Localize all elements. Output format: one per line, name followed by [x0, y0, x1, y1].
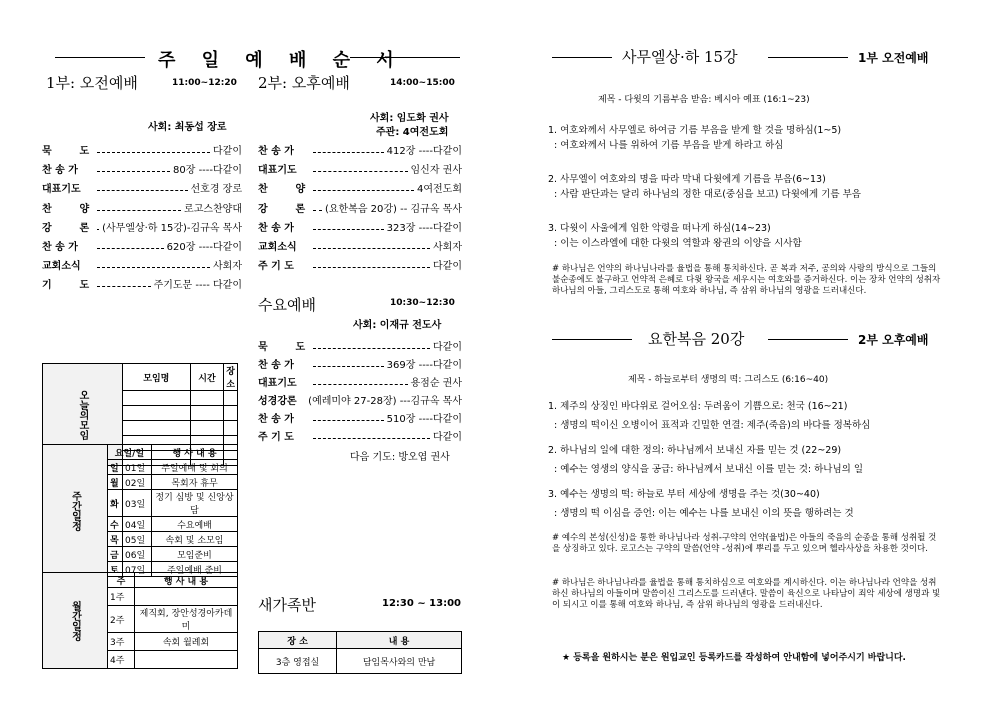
sermon1-subject: 제목 - 다윗의 기름부음 받음: 베시아 예표 (16:1~23)	[598, 95, 810, 105]
weekly-date: 01일	[123, 460, 152, 475]
order-value: 주기도문 ---- 다같이	[153, 280, 242, 292]
sermon2-note1: # 예수의 본성(신성)을 통한 하나님나라 성취-구약의 언약(율법)은 아들의 죽음의 순종을 통해 성취될 것을 상징하고 있다. 로고스는 구약의 말씀(언약 -성취)에 뿌리를 두고 있으며 헬라사상을 차용한 것이다.	[552, 533, 937, 554]
order-item	[258, 200, 462, 215]
weekly-date: 02일	[123, 475, 152, 490]
leader-dashes	[313, 180, 414, 191]
leader-dashes	[313, 374, 408, 385]
order-item	[258, 374, 462, 389]
order-item	[42, 161, 242, 176]
sermon-point: 3. 예수는 생명의 떡: 하늘로 부터 세상에 생명을 주는 것(30~40)	[548, 489, 820, 500]
service2-lead: 주관: 4여전도회	[376, 127, 449, 138]
order-item	[42, 238, 242, 253]
order-item	[258, 161, 462, 176]
service2-name: 2부: 오후예배	[258, 74, 350, 92]
monthly-week: 3주	[108, 633, 135, 651]
order-label: 찬 송 가	[258, 146, 294, 157]
weekly-table	[42, 444, 238, 577]
order-value: 412장 ----다같이	[386, 146, 462, 157]
next-prayer: 다음 기도: 방오엽 권사	[350, 452, 450, 463]
order-value: 369장 ----다같이	[386, 360, 462, 371]
leader-dashes	[97, 276, 151, 287]
col-header: 요일/일	[108, 445, 152, 460]
order-item	[258, 238, 462, 253]
order-value: 용점순 권사	[410, 378, 462, 389]
monthly-week: 4주	[108, 651, 135, 669]
order-label: 주 기 도	[258, 432, 294, 443]
family-class-time: 12:30 ~ 13:00	[382, 598, 462, 609]
order-value: (사무엘상·하 15강)-김규옥 목사	[102, 222, 242, 234]
weekly-event: 모임준비	[151, 547, 237, 562]
sermon1-service: 1부 오전예배	[858, 51, 929, 65]
leader-dashes	[313, 219, 384, 230]
monthly-event	[135, 651, 238, 669]
sermon-point: 3. 다윗이 사울에게 임한 악령을 떠나게 하심(14~23)	[548, 223, 771, 234]
sermon-point: 2. 하나님의 일에 대한 정의: 하나님께서 보내신 자를 믿는 것 (22~29)	[548, 445, 842, 456]
leader-dashes	[97, 219, 99, 230]
weekly-event: 수요예배	[151, 517, 237, 532]
order-label: 기 도	[42, 280, 90, 292]
leader-dashes	[313, 238, 430, 249]
leader-dashes	[97, 180, 188, 191]
service2-host: 사회: 임도화 권사	[370, 113, 449, 124]
leader-dashes	[313, 142, 384, 153]
col-header: 내 용	[337, 632, 462, 649]
leader-dashes	[97, 257, 210, 268]
order-item	[258, 392, 462, 407]
monthly-side: 월간일정	[43, 573, 108, 669]
weekly-date: 04일	[123, 517, 152, 532]
sermon2-rule-left	[552, 339, 632, 340]
order-item	[258, 257, 462, 272]
order-value: 로고스찬양대	[184, 203, 242, 215]
sermon2-rule-right	[768, 339, 848, 340]
weekly-day: 금	[108, 547, 123, 562]
order-value: 620장 ----다같이	[166, 242, 242, 253]
order-label: 강 론	[42, 222, 90, 234]
order-item	[258, 180, 462, 195]
leader-dashes	[313, 257, 430, 268]
order-value: (요한복음 20강) -- 김규옥 목사	[324, 203, 462, 215]
order-label: 찬 송 가	[258, 414, 294, 425]
order-item	[42, 200, 242, 215]
col-header: 장소	[224, 364, 238, 391]
order-label: 찬 송 가	[258, 222, 294, 234]
order-label: 묵 도	[42, 146, 90, 157]
order-item	[42, 180, 242, 195]
order-item	[42, 142, 242, 157]
order-label: 찬 송 가	[258, 360, 294, 371]
service1-time: 11:00~12:20	[172, 78, 237, 88]
leader-dashes	[313, 410, 384, 421]
leader-dashes	[313, 356, 384, 367]
sermon2-note2: # 하나님은 하나님나라를 율법을 통해 통치하심으로 여호와를 계시하신다. 이는 하나님나라 언약을 성취하신 하나님의 아들이며 말씀이신 그리스도를 드러낸다. 말씀이 육신으로 나타남이 죄악 세상에 생명과 빛이 되시고 이를 통해 여호와 하나님, 즉 삼위 하나님의 영광을 드러내신다.	[552, 578, 941, 610]
wednesday-time: 10:30~12:30	[390, 298, 455, 308]
order-value: 다같이	[433, 261, 462, 273]
service1-name: 1부: 오전예배	[46, 74, 138, 92]
monthly-event	[135, 588, 238, 606]
weekly-day: 월	[108, 475, 123, 490]
order-item	[258, 356, 462, 371]
order-label: 찬 송 가	[42, 242, 78, 253]
sermon-point-detail: : 사람 판단과는 달리 하나님의 정한 대로(중심을 보고) 다윗에게 기름 부음	[548, 189, 861, 200]
weekly-day: 화	[108, 490, 123, 517]
order-value: 510장 ----다같이	[386, 414, 462, 425]
sermon2-title: 요한복음 20강	[648, 330, 745, 348]
sermon-point: 1. 제주의 상징인 바다위로 걸어오심: 두려움이 기쁨으로: 천국 (16~21)	[548, 401, 848, 412]
col-header: 시간	[190, 364, 224, 391]
order-value: (예레미야 27-28장) ---김규옥 목사	[308, 396, 462, 407]
order-value: 사회자	[213, 261, 242, 273]
order-label: 성경강론	[258, 396, 297, 407]
sermon-point: 1. 여호와께서 사무엘로 하여금 기름 부음을 받게 할 것을 명하심(1~5)	[548, 125, 842, 136]
order-label: 대표기도	[258, 378, 297, 389]
sermon2-subject: 제목 - 하늘로부터 생명의 떡: 그리스도 (6:16~40)	[628, 375, 829, 385]
weekly-day: 목	[108, 532, 123, 547]
order-item	[42, 257, 242, 272]
monthly-event: 제직회, 장안성경아카데미	[135, 606, 238, 633]
order-label: 강 론	[258, 203, 306, 215]
order-value: 선호경 장로	[190, 184, 242, 196]
col-header: 행 사 내 용	[135, 573, 238, 588]
family-place: 3층 영접실	[259, 649, 337, 674]
order-item	[258, 219, 462, 234]
order-value: 다같이	[433, 342, 462, 353]
order-label: 교회소식	[42, 261, 81, 273]
order-item	[42, 219, 242, 234]
sermon-point-detail: : 예수는 영생의 양식을 공급: 하나님께서 보내신 이를 믿는 것: 하나님의 일	[548, 464, 863, 475]
order-label: 대표기도	[42, 184, 81, 196]
weekly-date: 03일	[123, 490, 152, 517]
order-value: 사회자	[433, 242, 462, 253]
order-label: 묵 도	[258, 342, 306, 353]
wednesday-name: 수요예배	[258, 296, 316, 314]
family-class-name: 새가족반	[258, 596, 316, 614]
col-header: 장 소	[259, 632, 337, 649]
order-value: 323장 ----다같이	[386, 222, 462, 234]
leader-dashes	[97, 161, 170, 172]
title-rule-right	[350, 57, 460, 58]
order-value: 다같이	[433, 432, 462, 443]
order-label: 찬 송 가	[42, 165, 78, 177]
order-item	[258, 428, 462, 443]
service2-time: 14:00~15:00	[390, 78, 455, 88]
leader-dashes	[313, 200, 322, 211]
weekly-event: 목회자 휴무	[151, 475, 237, 490]
order-item	[258, 142, 462, 157]
order-value: 임신자 권사	[410, 165, 462, 177]
sermon-point-detail: : 여호와께서 나를 위하여 기름 부음을 받게 하라고 하심	[548, 140, 784, 151]
order-value: 4여전도회	[416, 184, 462, 196]
weekly-event: 주일예배 준비	[151, 562, 237, 577]
today-meetings-side: 오늘의모임	[43, 364, 123, 466]
page-title: 주 일 예 배 순 서	[158, 50, 404, 71]
order-label: 대표기도	[258, 165, 297, 177]
order-item	[42, 276, 242, 291]
leader-dashes	[97, 200, 181, 211]
monthly-week: 2주	[108, 606, 135, 633]
weekly-day: 일	[108, 460, 123, 475]
weekly-day: 토	[108, 562, 123, 577]
order-label: 찬 양	[258, 184, 306, 196]
weekly-event: 정기 심방 및 신앙상담	[151, 490, 237, 517]
sermon1-rule-right	[768, 57, 848, 58]
col-header: 주	[108, 573, 135, 588]
order-label: 교회소식	[258, 242, 297, 253]
registration-notice: ★ 등록을 원하시는 분은 원입교인 등록카드를 작성하여 안내함에 넣어주시기 바랍니다.	[562, 653, 906, 663]
leader-dashes	[313, 161, 408, 172]
leader-dashes	[313, 338, 430, 349]
col-header: 모임명	[123, 364, 191, 391]
leader-dashes	[97, 238, 164, 249]
weekly-date: 05일	[123, 532, 152, 547]
leader-dashes	[97, 142, 210, 153]
order-label: 주 기 도	[258, 261, 294, 273]
weekly-event: 속회 및 소모임	[151, 532, 237, 547]
col-header: 행 사 내 용	[151, 445, 237, 460]
leader-dashes	[313, 428, 430, 439]
monthly-table	[42, 572, 238, 669]
sermon-point: 2. 사무엘이 여호와의 명을 따라 막내 다윗에게 기름을 부음(6~13)	[548, 174, 826, 185]
order-label: 찬 양	[42, 203, 90, 215]
sermon2-service: 2부 오후예배	[858, 333, 929, 347]
sermon-point-detail: : 이는 이스라엘에 대한 다윗의 역할과 왕권의 이양을 시사함	[548, 238, 802, 249]
family-class-table	[258, 631, 462, 674]
wednesday-host: 사회: 이재규 전도사	[353, 320, 442, 331]
order-value: 다같이	[213, 146, 242, 157]
weekly-day: 수	[108, 517, 123, 532]
monthly-event: 속회 월례회	[135, 633, 238, 651]
weekly-side: 주간일정	[43, 445, 108, 577]
sermon1-note: # 하나님은 언약의 하나님나라를 율법을 통해 통치하신다. 곧 복과 저주, 공의와 사랑의 방식으로 그들의 불순종에도 불구하고 언약적 은혜로 다윗 왕국을 세우시는 여호와를 증거하신다. 이는 장차 언약의 성취자 하나님의 아들, 그리스도로 통해 여호와 하나님, 즉 삼위 하나님의 영광을 드러내신다.	[552, 264, 941, 296]
order-value: 80장 ----다같이	[173, 165, 242, 177]
sermon1-title: 사무엘상·하 15강	[622, 48, 738, 66]
monthly-week: 1주	[108, 588, 135, 606]
service1-host: 사회: 최동섭 장로	[148, 122, 227, 133]
sermon-point-detail: : 생명의 떡이신 오병이어 표적과 긴밀한 연결: 제주(죽음)의 바다를 정복하심	[548, 420, 871, 431]
sermon1-rule-left	[552, 57, 612, 58]
title-rule-left	[55, 57, 145, 58]
weekly-date: 06일	[123, 547, 152, 562]
family-content: 담임목사와의 만남	[337, 649, 462, 674]
weekly-event: 주일예배 및 회의	[151, 460, 237, 475]
order-item	[258, 338, 462, 353]
weekly-date: 07일	[123, 562, 152, 577]
sermon-point-detail: : 생명의 떡 이심을 증언: 이는 예수는 나를 보내신 이의 뜻을 행하려는 것	[548, 508, 854, 519]
order-item	[258, 410, 462, 425]
